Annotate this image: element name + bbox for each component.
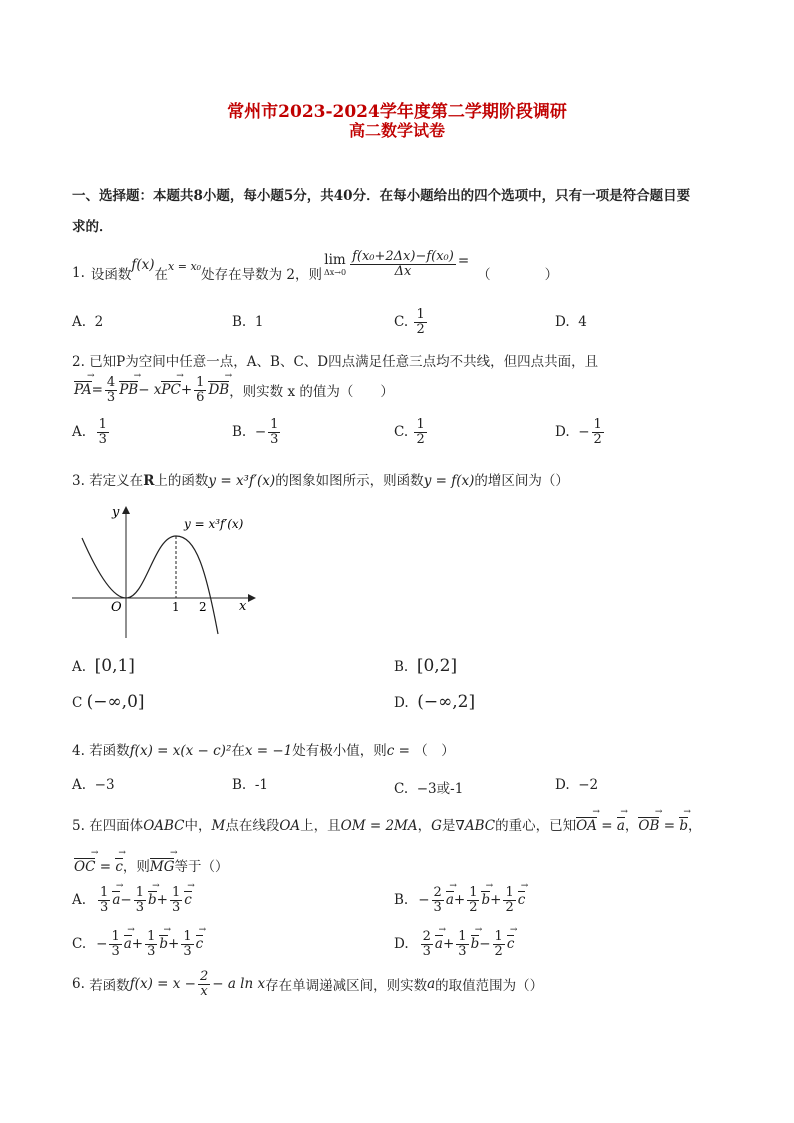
term-coefficient: $\frac{1}{3}$ [183,929,192,959]
term-vector: c → [184,892,192,908]
term-coefficient: $\frac{1}{3}$ [458,929,467,959]
term-coefficient: $\frac{1}{3}$ [111,929,120,959]
q1-fraction [350,250,456,278]
q3-option-b: B. [0,2] [394,656,458,676]
term-coefficient: $\frac{2}{3}$ [422,929,431,959]
q2-option-c: C. $\frac{1}{2}$ [394,417,425,447]
exam-title: 常州市2023-2024学年度第二学期阶段调研 [227,102,567,122]
q5-option-c [72,930,203,958]
term-coefficient: $\frac{2}{3}$ [433,885,442,915]
limit-symbol: lim [324,252,346,268]
term-coefficient: $\frac{1}{3}$ [147,929,156,959]
exam-subtitle: 高二数学试卷 [348,121,445,140]
q4-option-c: C. −3或-1 [394,781,464,797]
q1-option-b: B. 1 [232,314,264,330]
vector-pa: PA → [74,382,92,398]
function-curve [82,536,218,634]
term-sign: + [131,936,144,953]
tick-2-label: 2 [199,600,207,614]
q2-option-a: A. $\frac{1}{3}$ [72,417,107,447]
question-5-line2: OC → = c →，则MG →等于（） [74,855,228,875]
term-vector: b → [159,936,168,952]
term-vector: c → [196,936,204,952]
q1-option-d: D. 4 [555,314,587,330]
q2-equation: PA → = $\frac{4}{3}$ PB → − x PC → + $\frac{1}{6}$ DB → ，则实数 x 的值为（ ） [74,376,394,404]
q5-option-b [394,886,525,914]
q1-text-at: 在 [154,266,169,283]
q4-option-b: B. -1 [232,777,268,793]
term-sign: + [156,892,168,909]
section-intro-line1: 一、选择题：本题共8小题，每小题5分，共40分．在每小题给出的四个选项中，只有一项是符合题目要 [72,188,691,204]
term-sign: − [120,892,132,909]
q4-option-d: D. −2 [555,777,599,793]
q1-limit [324,252,346,277]
q2-option-b: B. − $\frac{1}{3}$ [232,417,279,447]
question-3: 3. 若定义在R上的函数y = x³f′(x)的图象如图所示，则函数y = f(x)的增区间为（） [72,473,569,489]
q3-option-c: C (−∞,0] [72,692,145,712]
term-vector: b → [148,892,157,908]
vector-pc: PC → [161,382,180,398]
term-vector: a → [446,892,454,908]
option-label: B. [394,892,409,909]
x-axis-label: x [239,599,247,614]
option-label: A. [72,892,87,909]
term-sign: − [418,892,430,909]
term-coefficient: $\frac{1}{2}$ [505,885,514,915]
q1-func: f(x) [131,256,155,273]
tick-1-label: 1 [172,600,180,614]
term-sign: − [479,936,491,953]
q1-numerator: f(x₀+2Δx)−f(x₀) [352,249,454,265]
q5-option-d [394,930,514,958]
vector-db: DB → [208,382,229,398]
y-axis-label: y [112,505,120,520]
q4-option-a: A. −3 [72,777,115,793]
question-1 [72,250,558,295]
limit-subscript: Δx→0 [323,268,347,277]
q1-option-a: A. 2 [72,314,104,330]
term-vector: a → [435,936,443,952]
q1-equals: = [457,252,470,269]
term-sign: + [453,892,466,909]
term-vector: a → [124,936,132,952]
term-coefficient: $\frac{1}{3}$ [135,885,144,915]
option-label: C. [72,936,87,953]
y-axis-arrow-icon [122,506,130,514]
answer-blank: （ ） [477,266,559,283]
term-vector: b → [471,936,480,952]
term-vector: c → [507,936,515,952]
term-sign: + [168,936,180,953]
term-vector: b → [481,892,490,908]
term-sign: + [490,892,502,909]
curve-label: y = x³f′(x) [184,517,244,531]
term-coefficient: $\frac{1}{2}$ [469,885,478,915]
vector-pb: PB → [119,382,138,398]
q2-option-d: D. − $\frac{1}{2}$ [555,417,602,447]
question-6: 6. 若函数 f(x) = x − $\frac{2}{x}$ − a ln x 存在单调递减区间，则实数 a 的取值范围为（） [72,969,544,999]
term-coefficient: $\frac{1}{3}$ [100,885,109,915]
q3-graph [66,500,266,645]
q1-point: x = x₀ [168,260,202,273]
question-number: 1. [72,264,85,281]
q1-denominator: Δx [394,264,412,279]
x-axis-arrow-icon [248,594,256,602]
q5-option-a [72,886,192,914]
q1-option-c: C. $\frac{1}{2}$ [394,307,425,337]
question-2: 2. 已知P为空间中任意一点，A、B、C、D四点满足任意三点均不共线，但四点共面，且 [72,354,599,370]
term-vector: c → [518,892,526,908]
question-5: 5. 在四面体OABC中，M点在线段OA上，且OM = 2MA，G是∇ABC的重心，已知OA → = a →，OB → = b →， [72,814,701,834]
origin-label: O [111,600,122,615]
q3-option-a: A. [0,1] [72,656,135,676]
term-sign: + [442,936,455,953]
q1-text-mid: 处存在导数为 2，则 [201,266,322,283]
section-intro-line2: 求的． [72,219,113,235]
q3-option-d: D. (−∞,2] [394,692,476,712]
option-label: D. [394,936,409,953]
term-sign: − [96,936,108,953]
term-coefficient: $\frac{1}{2}$ [494,929,503,959]
term-vector: a → [112,892,120,908]
question-4: 4. 若函数f(x) = x(x − c)²在x = −1处有极小值，则c = （ ） [72,743,455,759]
term-coefficient: $\frac{1}{3}$ [171,885,181,915]
q1-text-pre: 设函数 [90,266,132,283]
